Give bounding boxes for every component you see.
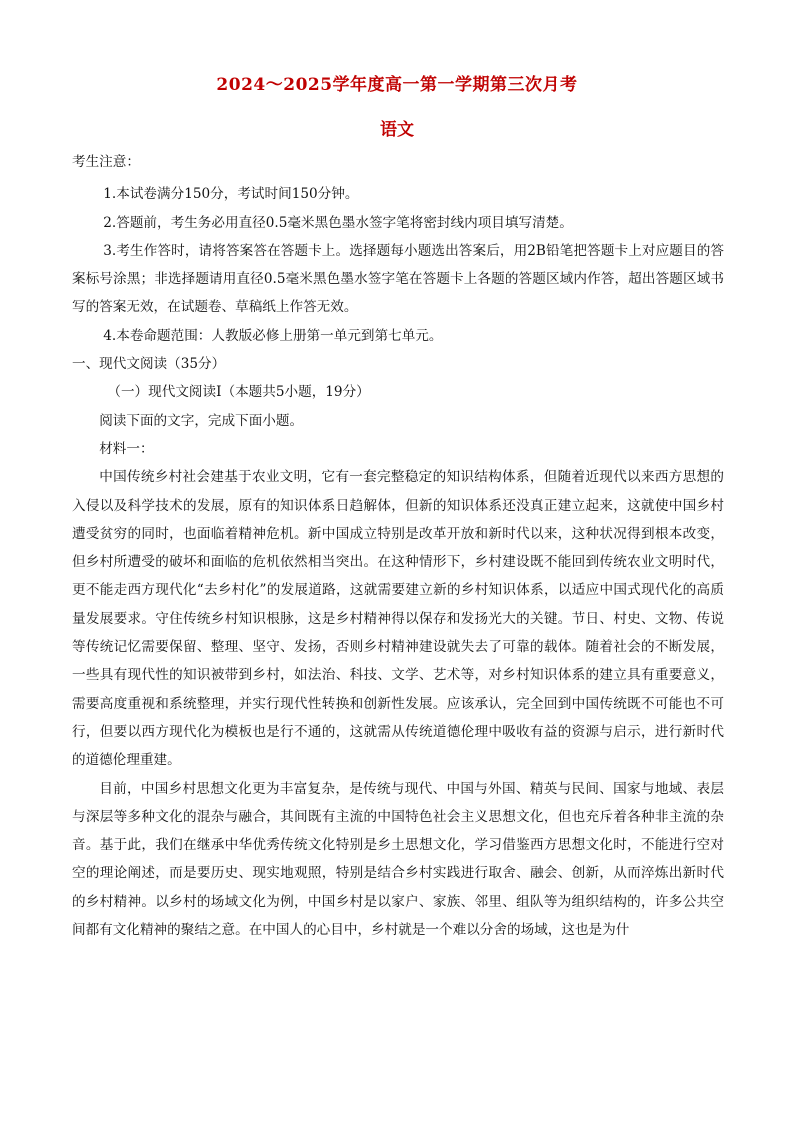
subsection-title: （一）现代文阅读Ⅰ（本题共5小题，19分） — [107, 384, 370, 401]
reading-instruction: 阅读下面的文字，完成下面小题。 — [99, 412, 304, 429]
notice-item-2: 2.答题前，考生务必用直径0.5毫米黑色墨水签字笔将密封线内项目填写清楚。 — [103, 214, 573, 231]
notice-item-1: 1.本试卷满分150分，考试时间150分钟。 — [103, 186, 359, 203]
subject-title: 语文 — [380, 120, 414, 140]
exam-title: 2024～2025学年度高一第一学期第三次月考 — [216, 75, 578, 95]
material-label: 材料一： — [99, 440, 154, 457]
notice-item-3: 3.考生作答时，请将答案答在答题卡上。选择题每小题选出答案后，用2B铅笔把答题卡上对应题目的答案标号涂黑；非选择题请用直径0.5毫米黑色墨水签字笔在答题卡上各题的答题区域内作答，超出答题区域书写的答案无效，在试题卷、草稿纸上作答无效。 — [72, 242, 724, 316]
notice-item-4: 4.本卷命题范围：人教版必修上册第一单元到第七单元。 — [103, 327, 443, 344]
passage-paragraph-1: 中国传统乡村社会建基于农业文明，它有一套完整稳定的知识结构体系，但随着近现代以来西方思想的入侵以及科学技术的发展，原有的知识体系日趋解体，但新的知识体系还没真正建立起来，这就使中国乡村遭受贫穷的同时，也面临着精神危机。新中国成立特别是改革开放和新时代以来，这种状况得到根本改变，但乡村所遭受的破坏和面临的危机依然相当突出。在这种情形下，乡村建设既不能回到传统农业文明时代，更不能走西方现代化“去乡村化”的发展道路，这就需要建立新的乡村知识体系，以适应中国式现代化的高质量发展要求。守住传统乡村知识根脉，这是乡村精神得以保存和发扬光大的关键。节日、村史、文物、传说等传统记忆需要保留、整理、坚守、发扬，否则乡村精神建设就失去了可靠的载体。随着社会的不断发展，一些具有现代性的知识被带到乡村，如法治、科技、文学、艺术等，对乡村知识体系的建立具有重要意义，需要高度重视和系统整理，并实行现代性转换和创新性发展。应该承认，完全回到中国传统既不可能也不可行，但要以西方现代化为模板也是行不通的，这就需从传统道德伦理中吸收有益的资源与启示，进行新时代的道德伦理重建。 — [72, 469, 724, 769]
document-body — [72, 148, 724, 944]
notice-label: 考生注意： — [72, 154, 140, 170]
section-title: 一、现代文阅读（35分） — [72, 356, 226, 373]
passage-paragraph-2: 目前，中国乡村思想文化更为丰富复杂，是传统与现代、中国与外国、精英与民间、国家与地域、表层与深层等多种文化的混杂与融合，其间既有主流的中国特色社会主义思想文化，但也充斥着各种非主流的杂音。基于此，我们在继承中华优秀传统文化特别是乡土思想文化，学习借鉴西方思想文化时，不能进行空对空的理论阐述，而是要历史、现实地观照，特别是结合乡村实践进行取舍、融会、创新，从而淬炼出新时代的乡村精神。以乡村的场域文化为例，中国乡村是以家户、家族、邻里、组队等为组织结构的，许多公共空间都有文化精神的聚结之意。在中国人的心目中，乡村就是一个难以分舍的场域，这也是为什 — [72, 780, 724, 939]
